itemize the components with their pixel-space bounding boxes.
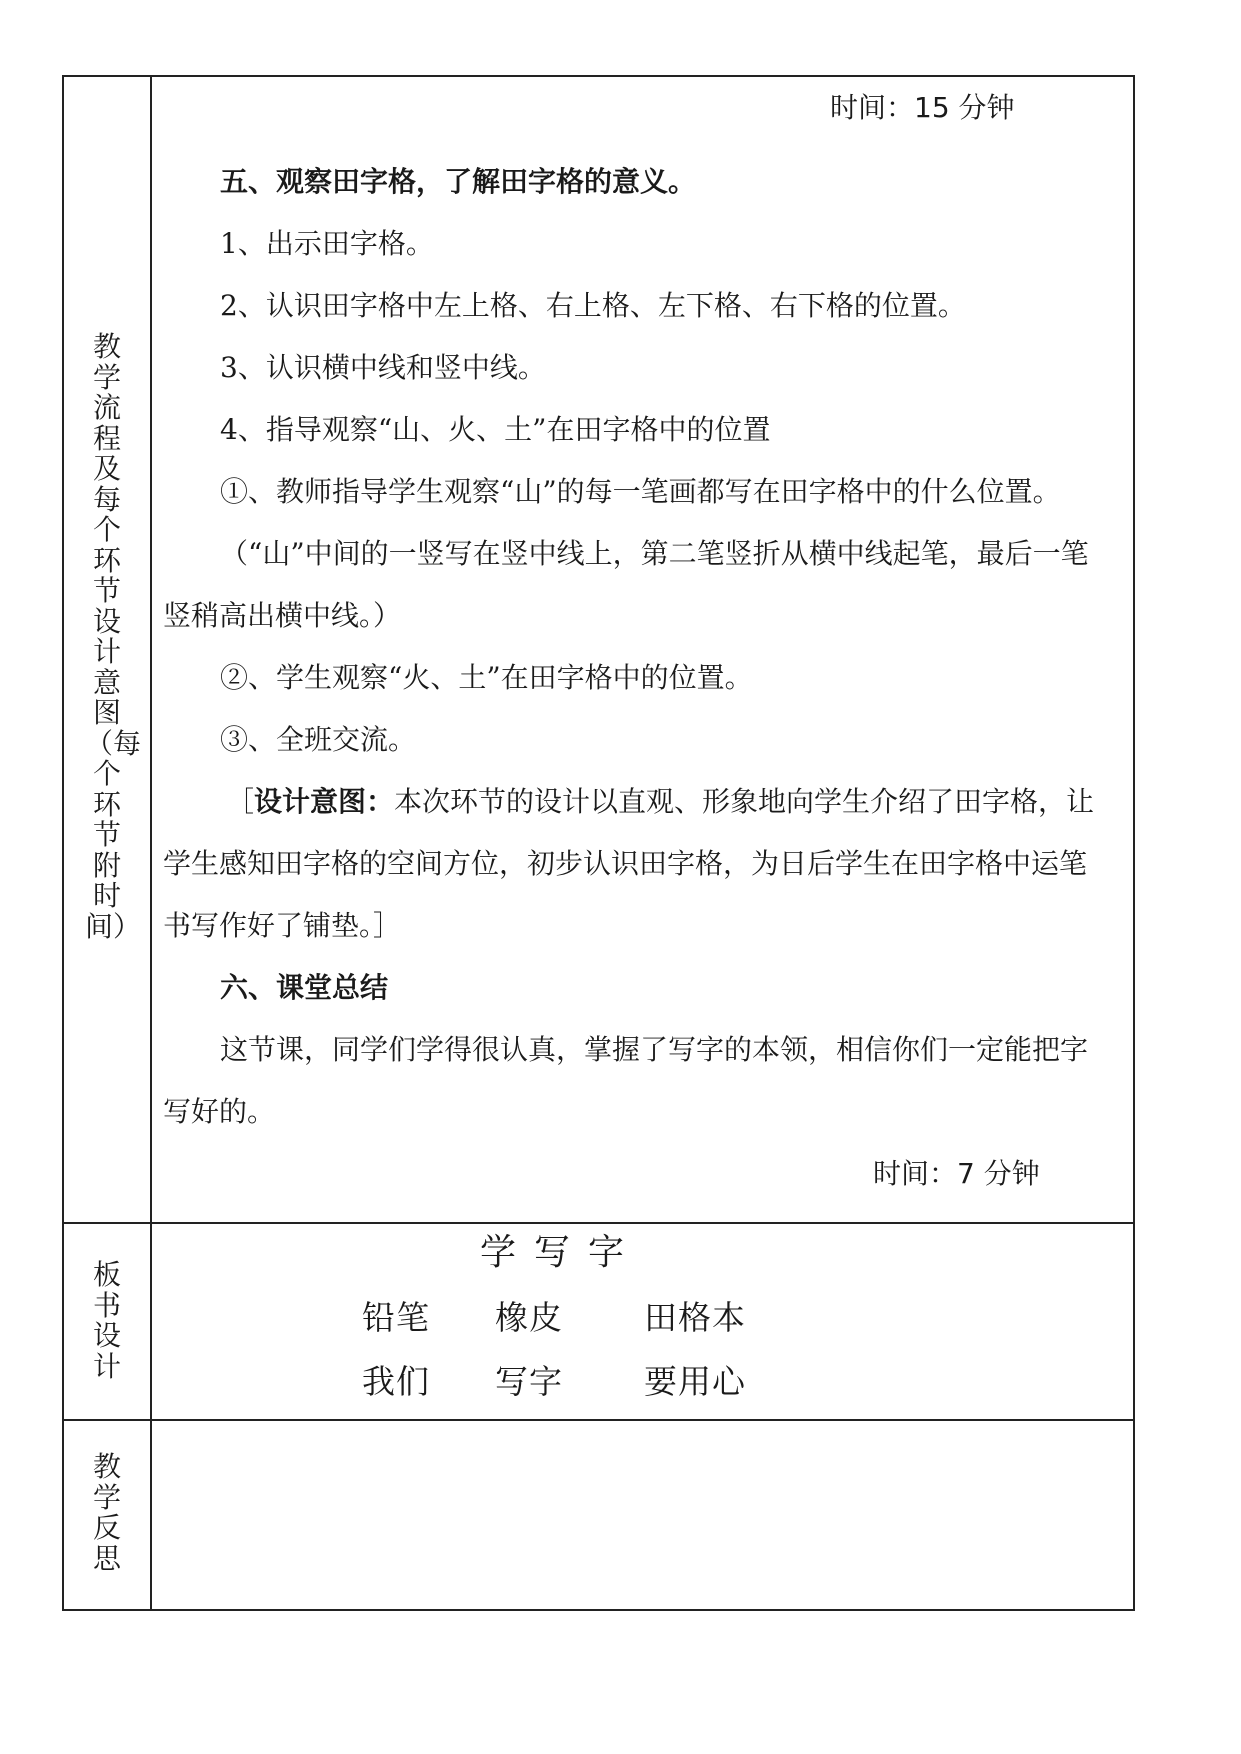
row2-label [85, 1260, 129, 1382]
section5-title: 五、观察田字格，了解田字格的意义。 [220, 165, 697, 198]
board-word-we: 我们 [362, 1362, 430, 1401]
summary-line-2: 写好的。 [163, 1095, 276, 1128]
section6-title: 六、课堂总结 [220, 971, 389, 1004]
sub-step-2: ②、学生观察“火、土”在田字格中的位置。 [220, 661, 753, 694]
time-bottom: 时间：7 分钟 [873, 1157, 1040, 1190]
board-word-notebook: 田格本 [644, 1298, 746, 1337]
note-line-2: 竖稍高出横中线。） [163, 599, 402, 632]
label-column-divider [150, 75, 152, 1610]
row1-label [85, 330, 142, 943]
summary-line-1: 这节课，同学们学得很认真，掌握了写字的本领，相信你们一定能把字 [220, 1033, 1089, 1066]
row2-label-text: 板书设计 [92, 1258, 121, 1383]
step-2: 2、认识田字格中左上格、右上格、左下格、右下格的位置。 [220, 289, 966, 322]
board-word-pencil: 铅笔 [362, 1298, 430, 1337]
table-border-left [62, 75, 64, 1610]
step-3: 3、认识横中线和竖中线。 [220, 351, 546, 384]
time-top: 时间：15 分钟 [830, 91, 1015, 124]
row1-label-text: 教学流程及每个环节设计意图（每个环节附时间） [85, 330, 142, 943]
row-divider-1 [62, 1222, 1135, 1224]
row3-label-text: 教学反思 [92, 1450, 121, 1575]
board-title: 学写字 [480, 1232, 643, 1273]
design-intent-text: 本次环节的设计以直观、形象地向学生介绍了田字格，让 [394, 785, 1095, 818]
board-word-attentive: 要用心 [644, 1362, 746, 1401]
design-open-bracket: ［ [226, 785, 255, 818]
design-intent-line-3: 书写作好了铺垫。］ [163, 909, 402, 942]
board-word-eraser: 橡皮 [495, 1298, 563, 1337]
design-intent-line-2: 学生感知田字格的空间方位，初步认识田字格，为日后学生在田字格中运笔 [163, 847, 1088, 880]
row-divider-2 [62, 1419, 1135, 1421]
board-word-write: 写字 [495, 1362, 563, 1401]
sub-step-1: ①、教师指导学生观察“山”的每一笔画都写在田字格中的什么位置。 [220, 475, 1061, 508]
table-border-top [62, 75, 1135, 77]
step-4: 4、指导观察“山、火、土”在田字格中的位置 [220, 413, 771, 446]
note-line-1: （“山”中间的一竖写在竖中线上，第二笔竖折从横中线起笔，最后一笔 [220, 537, 1089, 570]
table-border-right [1133, 75, 1135, 1610]
row3-label [85, 1452, 129, 1574]
sub-step-3: ③、全班交流。 [220, 723, 417, 756]
design-intent-line-1 [226, 785, 1094, 819]
step-1: 1、出示田字格。 [220, 227, 434, 260]
table-border-bottom [62, 1609, 1135, 1611]
design-intent-label: 设计意图： [254, 785, 395, 818]
